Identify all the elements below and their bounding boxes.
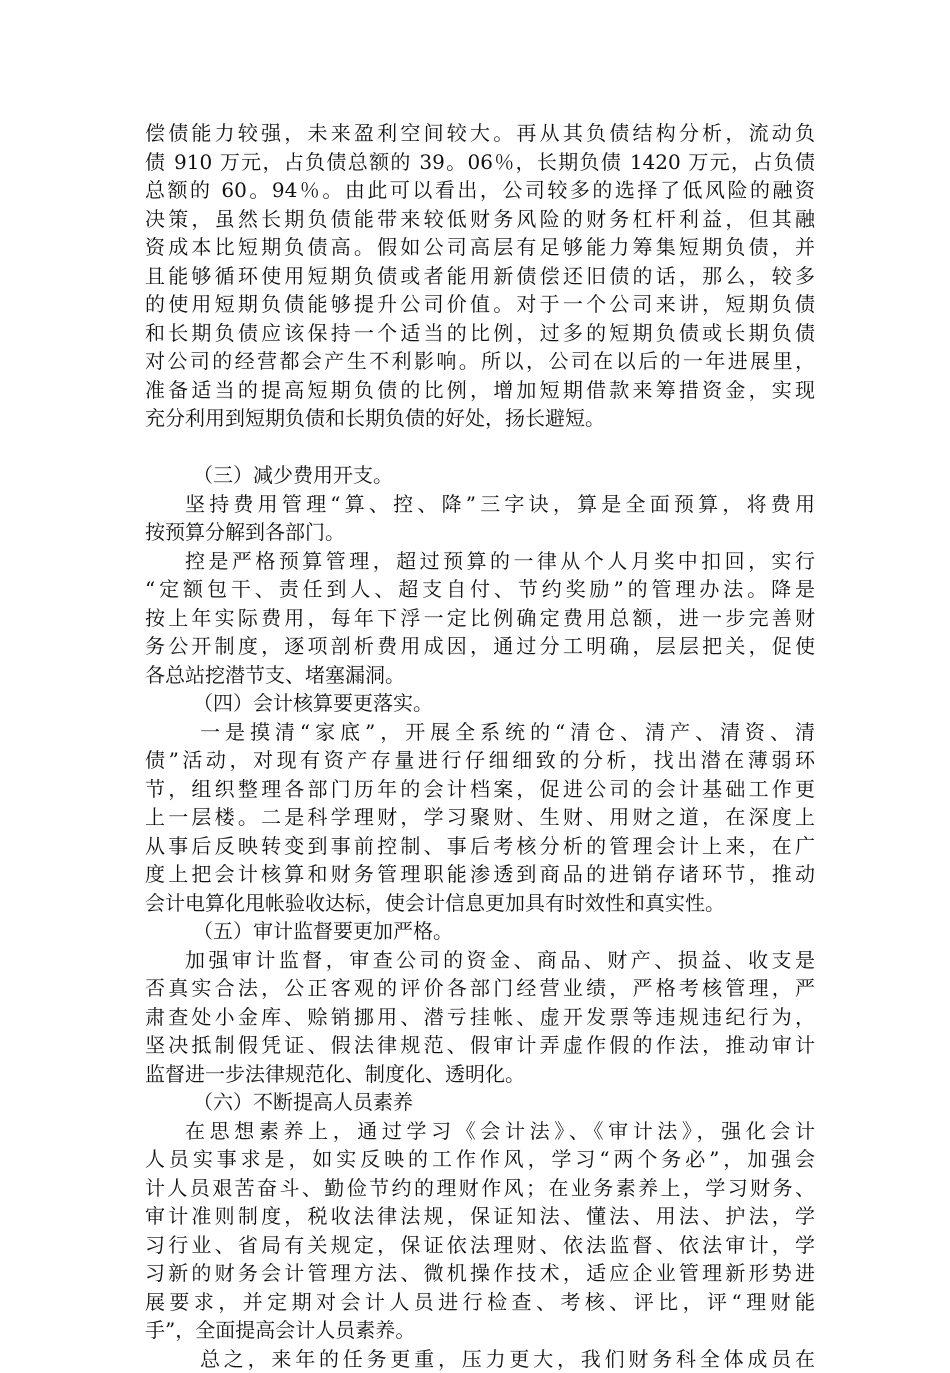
- text-line: 从事后反映转变到事前控制、事后考核分析的管理会计上来，在广: [145, 832, 815, 861]
- text-line: 按上年实际费用，每年下浮一定比例确定费用总额，进一步完善财: [145, 604, 815, 633]
- section-heading: （六）不断提高人员素养: [145, 1088, 815, 1117]
- text-line: 一是摸清“家底”，开展全系统的“清仓、清产、清资、清: [145, 718, 815, 747]
- text-line: “定额包干、责任到人、超支自付、节约奖励”的管理办法。降是: [145, 575, 815, 604]
- text-line: 计人员艰苦奋斗、勤俭节约的理财作风；在业务素养上，学习财务、: [145, 1174, 815, 1203]
- text-line: 且能够循环使用短期负债或者能用新债偿还旧债的话，那么，较多: [145, 262, 815, 291]
- text-line: 偿债能力较强，未来盈利空间较大。再从其负债结构分析，流动负: [145, 119, 815, 148]
- text-line: 对公司的经营都会产生不利影响。所以，公司在以后的一年进展里，: [145, 347, 815, 376]
- text-line: 准备适当的提高短期负债的比例，增加短期借款来筹措资金，实现: [145, 376, 815, 405]
- text-line: 上一层楼。二是科学理财，学习聚财、生财、用财之道，在深度上: [145, 803, 815, 832]
- text-line: 各总站挖潜节支、堵塞漏洞。: [145, 661, 815, 690]
- text-line: 人员实事求是，如实反映的工作作风，学习“两个务必”，加强会: [145, 1145, 815, 1174]
- text-line: 资成本比短期负债高。假如公司高层有足够能力筹集短期负债，并: [145, 233, 815, 262]
- text-line: 度上把会计核算和财务管理职能渗透到商品的进销存诸环节，推动: [145, 860, 815, 889]
- text-line: 审计准则制度，税收法律法规，保证知法、懂法、用法、护法，学: [145, 1202, 815, 1231]
- text-line: 手”，全面提高会计人员素养。: [145, 1316, 815, 1345]
- text-line: 按预算分解到各部门。: [145, 518, 815, 547]
- text-line: 展要求，并定期对会计人员进行检查、考核、评比，评“理财能: [145, 1288, 815, 1317]
- document-body: [145, 119, 815, 1373]
- section-heading: （五）审计监督要更加严格。: [145, 917, 815, 946]
- section-heading: （四）会计核算要更落实。: [145, 689, 815, 718]
- text-line: 监督进一步法律规范化、制度化、透明化。: [145, 1060, 815, 1089]
- text-line: 习行业、省局有关规定，保证依法理财、依法监督、依法审计，学: [145, 1231, 815, 1260]
- section-heading: （三）减少费用开支。: [145, 461, 815, 490]
- text-line: 加强审计监督，审查公司的资金、商品、财产、损益、收支是: [145, 946, 815, 975]
- text-line: 的使用短期负债能够提升公司价值。对于一个公司来讲，短期负债: [145, 290, 815, 319]
- text-line: 否真实合法，公正客观的评价各部门经营业绩，严格考核管理，严: [145, 974, 815, 1003]
- text-line: 决策，虽然长期负债能带来较低财务风险的财务杠杆利益，但其融: [145, 205, 815, 234]
- text-line: 务公开制度，逐项剖析费用成因，通过分工明确，层层把关，促使: [145, 632, 815, 661]
- text-line: 控是严格预算管理，超过预算的一律从个人月奖中扣回，实行: [145, 547, 815, 576]
- text-line: 坚决抵制假凭证、假法律规范、假审计弄虚作假的作法，推动审计: [145, 1031, 815, 1060]
- text-line: 总之，来年的任务更重，压力更大，我们财务科全体成员在: [145, 1345, 815, 1373]
- text-line: 习新的财务会计管理方法、微机操作技术，适应企业管理新形势进: [145, 1259, 815, 1288]
- text-line: 坚持费用管理“算、控、降”三字诀，算是全面预算，将费用: [145, 490, 815, 519]
- paragraph-gap: [145, 433, 815, 462]
- text-line: 和长期负债应该保持一个适当的比例，过多的短期负债或长期负债: [145, 319, 815, 348]
- text-line: 肃查处小金库、赊销挪用、潜亏挂帐、虚开发票等违规违纪行为，: [145, 1003, 815, 1032]
- text-line: 会计电算化甩帐验收达标，使会计信息更加具有时效性和真实性。: [145, 889, 815, 918]
- text-line: 在思想素养上，通过学习《会计法》、《审计法》，强化会计: [145, 1117, 815, 1146]
- text-line: 充分利用到短期负债和长期负债的好处，扬长避短。: [145, 404, 815, 433]
- text-line: 总额的 60。94％。由此可以看出，公司较多的选择了低风险的融资: [145, 176, 815, 205]
- text-line: 债”活动，对现有资产存量进行仔细细致的分析，找出潜在薄弱环: [145, 746, 815, 775]
- text-line: 节，组织整理各部门历年的会计档案，促进公司的会计基础工作更: [145, 775, 815, 804]
- text-line: 债 910 万元，占负债总额的 39。06％，长期负债 1420 万元，占负债: [145, 148, 815, 177]
